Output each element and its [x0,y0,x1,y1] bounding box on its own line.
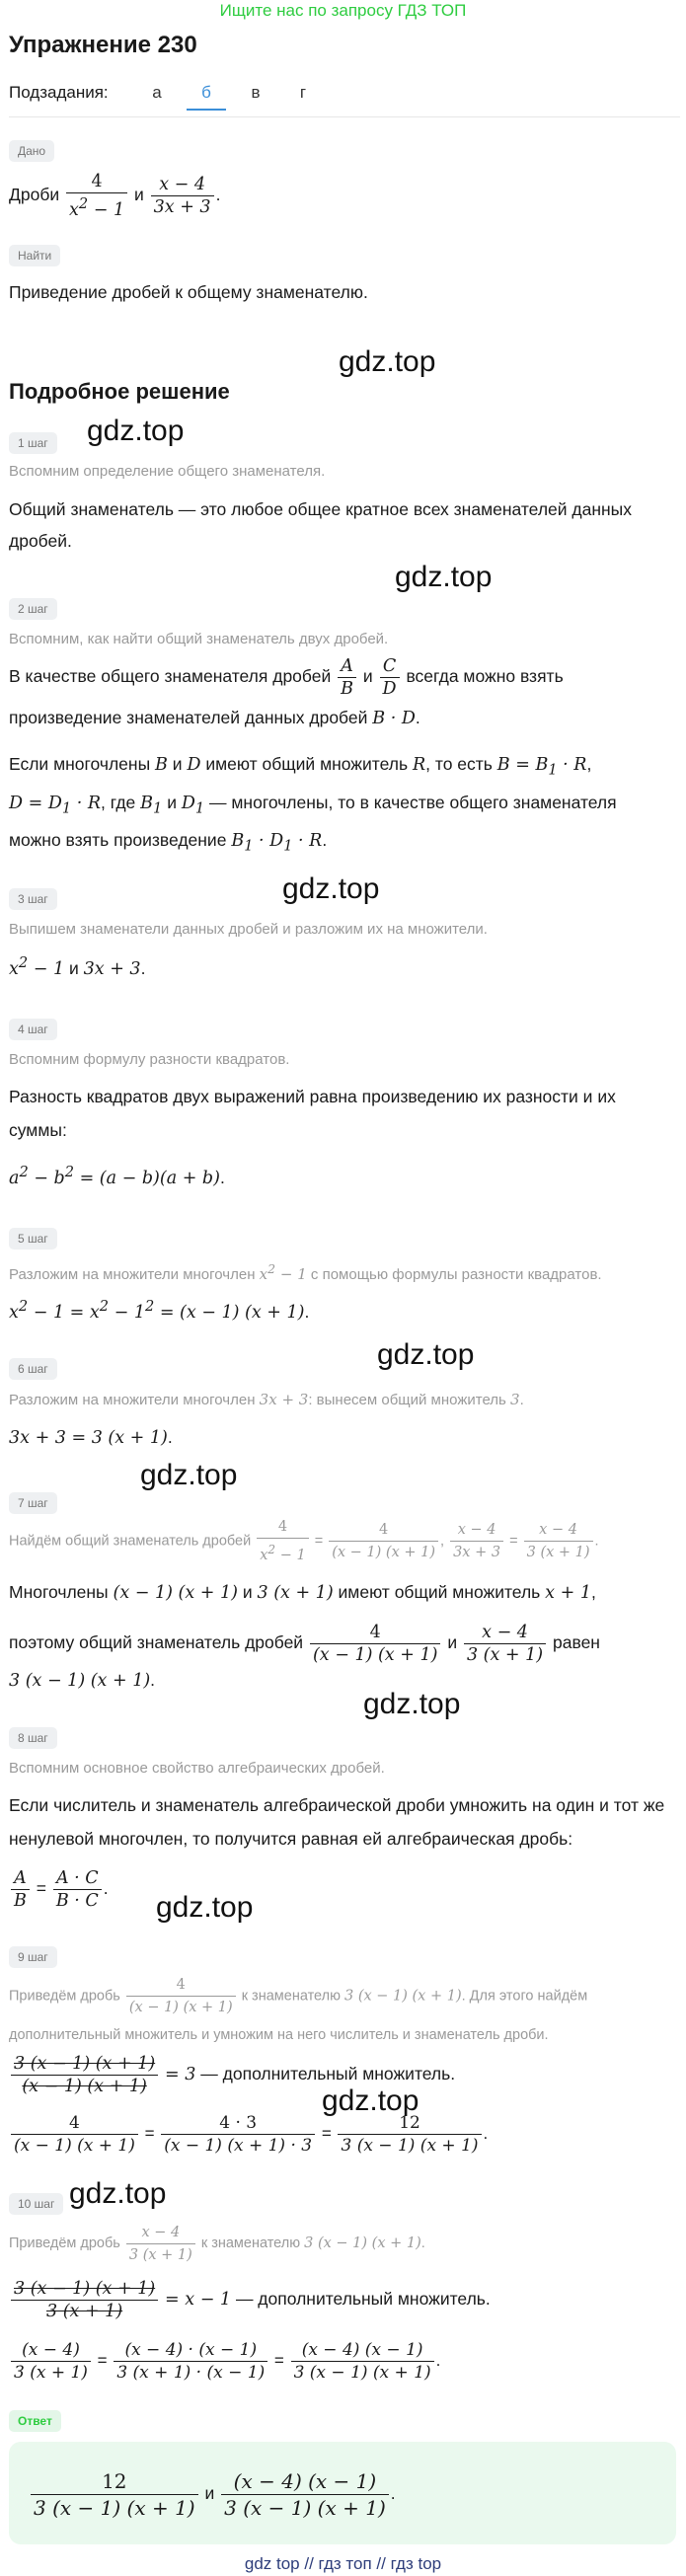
step-1-hint: Вспомним определение общего знаменателя. [9,463,326,480]
fraction: $\frac{(x - 4) (x - 1)}{3 (x - 1) (x + 1)}$ [221,2468,389,2521]
text-span: . Для этого найдём дополнительный множитель и умножим на него числитель и знаменатель дроби. [9,1988,588,2043]
fraction: $\frac{x - 4}{3 (x + 1)}$ [524,1519,593,1563]
fraction-a-over-b: $\frac{A}{B}$ [338,655,356,700]
math-b-d: B · D [372,709,416,728]
subtasks-row [9,83,680,114]
text-span: Разложим на множители многочлен [9,1266,256,1283]
text-span: имеют общий множитель [205,754,409,774]
text-span: : вынесем общий множитель [308,1392,506,1408]
step-4-tag: 4 шаг [9,1019,57,1040]
step-10-factor [9,2274,672,2324]
text-span: и [172,754,183,774]
math: $x^2 - 1 = x^2 - 1^2 = (x - 1) (x + 1)$ [9,1298,305,1323]
footer-link[interactable]: гдз top [390,2554,442,2573]
step-5-formula: $x^2 - 1 = x^2 - 1^2 = (x - 1) (x + 1)$. [9,1298,310,1323]
text-span: к знаменателю [200,2235,301,2251]
step-6-formula: 3x + 3 = 3 (x + 1). [9,1427,173,1448]
step-10-hint: Приведём дробь $\frac{x - 4}{3 (x + 1)}$ к знаменателю 3 (x − 1) (x + 1). [9,2221,672,2266]
step-5-tag: 5 шаг [9,1228,57,1250]
answer-content: $\frac{12}{3 (x - 1) (x + 1)}$ и $\frac{(x - 4) (x - 1)}{3 (x - 1) (x + 1)}$ . [29,2463,396,2523]
step-8-text: Если числитель и знаменатель алгебраической дроби умножить на один и тот же ненулевой многочлен, то получится равная ей алгебраическая дробь: [9,1795,665,1849]
watermark: gdz.top [140,1459,238,1491]
given-and: и [133,185,144,204]
page-title: Упражнение 230 [9,32,197,58]
watermark: gdz.top [363,1688,461,1720]
fraction: $\frac{4}{(x - 1) (x + 1)}$ [11,2112,138,2157]
text-span: с помощью формулы разности квадратов. [310,1266,602,1283]
step-8-formula: $\frac{A}{B}$ = $\frac{A \cdot C}{B \cdot C}$ . [9,1863,672,1913]
fraction: $\frac{4}{(x - 1) (x + 1)}$ [126,1974,236,2018]
fraction: $\frac{(x - 4) (x - 1)}{3 (x - 1) (x + 1)}$ [291,2339,434,2384]
watermark: gdz.top [322,2084,419,2117]
footer-links [0,2554,686,2574]
text-span: и [362,666,373,687]
step-9-hint [9,1974,672,2052]
step-7-result: 3 (x − 1) (x + 1). [9,1670,156,1691]
fraction-4-over-x2-1: $\frac{4}{x^2 - 1}$ [66,171,127,221]
math: $a^2 - b^2 = (a - b)(a + b)$ [9,1164,220,1188]
tab-g[interactable]: г [299,83,307,102]
subtasks-label: Подзадания: [9,83,109,102]
text-span: и [167,792,177,812]
tab-a[interactable]: а [152,83,162,102]
fraction: $\frac{A}{B}$ [11,1867,30,1912]
tabs-divider [9,116,680,117]
text-span: равен [553,1632,600,1652]
text-span: произведение знаменателей данных дробей [9,708,368,727]
math: 3x + 3 = 3 (x + 1) [9,1428,168,1448]
text-span: — дополнительный множитель. [200,2064,456,2084]
fraction: $\frac{x - 4}{3 (x + 1)}$ [126,2222,195,2266]
watermark: gdz.top [395,561,493,593]
search-banner[interactable]: Ищите нас по запросу ГДЗ ТОП [219,1,467,20]
math: R [412,755,426,775]
math: 3x + 3 [259,1391,309,1408]
watermark: gdz.top [282,872,380,905]
text-span: к знаменателю [241,1988,341,2005]
math: (x − 1) (x + 1) [113,1583,238,1603]
step-2-tag: 2 шаг [9,598,57,620]
fraction: $\frac{4}{(x - 1) (x + 1)}$ [329,1519,438,1563]
watermark: gdz.top [156,1891,254,1924]
find-text: Приведение дробей к общему знаменателю. [9,282,368,302]
text-span: и [447,1632,458,1652]
step-4-formula: $a^2 - b^2 = (a - b)(a + b)$. [9,1164,225,1188]
text-span: всегда можно взять [406,666,564,687]
text-span: Приведём дробь [9,1988,120,2005]
text-span: — дополнительный множитель. [235,2289,491,2309]
math: $D = D_1 \cdot R$ [9,793,102,816]
step-3-tag: 3 шаг [9,888,57,910]
step-7-para-2 [9,1617,672,1668]
step-9-tag: 9 шаг [9,1946,57,1968]
fraction-c-over-d: $\frac{C}{D}$ [380,655,400,700]
text-span: Приведём дробь [9,2235,120,2251]
step-10-formula: $\frac{(x - 4)}{3 (x + 1)}$ = $\frac{(x - 4) \cdot (x - 1)}{3 (x + 1) \cdot (x - 1)}$ = $\frac{(x - 4) (x - 1)}{3 (x - 1) (x + 1)}$ . [9,2333,672,2388]
step-1-text: Общий знаменатель — это любое общее кратное всех знаменателей данных дробей. [9,499,632,551]
step-7-tag: 7 шаг [9,1492,57,1514]
given-prefix: Дроби [9,185,60,204]
step-4-text: Разность квадратов двух выражений равна произведению их разности и их суммы: [9,1087,616,1140]
math: 3 (x − 1) (x + 1) [344,1988,462,2005]
fraction-cancelled: $\frac{3 (x - 1) (x + 1)}{(x - 1) (x + 1)}$ [11,2053,158,2097]
math: $B = B_1 \cdot R$ [496,755,587,779]
step-7-hint: Найдём общий знаменатель дробей $\frac{4}{x^2 - 1}$ = $\frac{4}{(x - 1) (x + 1)}$ , $\frac{x - 4}{3x + 3}$ = $\frac{x - 4}{3 (x + 1)}$ . [9,1516,672,1566]
math: $x^2 - 1$ [259,1261,307,1283]
watermark: gdz.top [339,345,436,378]
step-3-hint: Выпишем знаменатели данных дробей и разложим их на множители. [9,921,488,938]
step-6-tag: 6 шаг [9,1358,57,1380]
fraction: $\frac{x - 4}{3 (x + 1)}$ [464,1622,546,1666]
text-span: поэтому общий знаменатель дробей [9,1632,304,1652]
step-10-tag: 10 шаг [9,2193,63,2215]
math: D [187,755,201,775]
fraction: $\frac{x - 4}{3x + 3}$ [450,1519,503,1563]
step-4-hint: Вспомним формулу разности квадратов. [9,1051,290,1068]
step-5-hint [9,1253,672,1291]
footer-link[interactable]: gdz top [244,2554,300,2573]
math: x + 1 [545,1583,591,1603]
footer-link[interactable]: гдз топ [318,2554,372,2573]
watermark: gdz.top [377,1338,475,1371]
fraction: $\frac{4 \cdot 3}{(x - 1) (x + 1) \cdot 3}$ [161,2112,315,2157]
text-span: имеют общий множитель [338,1582,541,1602]
step-3-text: $x^2 - 1$ и 3x + 3. [9,954,146,979]
find-tag: Найти [9,245,60,266]
math: 3 [510,1391,520,1408]
step-1-tag: 1 шаг [9,432,57,454]
step-8-tag: 8 шаг [9,1727,57,1749]
text-span: и [242,1582,253,1602]
math: 3 (x − 1) (x + 1) [304,2235,421,2251]
solution-heading: Подробное решение [9,379,230,404]
math: B [155,755,168,775]
footer-sep: // [376,2554,386,2573]
step-2-para-2: Если многочлены B и D имеют общий множитель R, то есть $B = B_1 \cdot R$, $D = D_1 \cdot R$, где $B_1$ и $D_1$ — многочлены, то в качестве общего знаменателя можно взять произведение $B_1 \cdot D_1 \cdot R$. [9,754,617,855]
step-2-hint: Вспомним, как найти общий знаменатель двух дробей. [9,631,389,647]
given-text: Дроби $\frac{4}{x^2 - 1}$ и $\frac{x - 4}{3x + 3}$ . [9,171,221,220]
given-tag: Дано [9,140,54,162]
answer-tag: Ответ [9,2410,61,2432]
step-6-hint: Разложим на множители многочлен 3x + 3: вынесем общий множитель 3. [9,1391,524,1408]
tab-b[interactable]: б [187,83,226,111]
step-9-formula: $\frac{4}{(x - 1) (x + 1)}$ = $\frac{4 \cdot 3}{(x - 1) (x + 1) \cdot 3}$ = $\frac{12}{3 (x - 1) (x + 1)}$ . [9,2106,672,2161]
fraction: $\frac{A \cdot C}{B \cdot C}$ [53,1867,102,1912]
fraction-cancelled: $\frac{3 (x - 1) (x + 1)}{3 (x + 1)}$ [11,2278,158,2322]
math: 3 (x + 1) [257,1583,334,1603]
answer-box [9,2442,676,2544]
math: = 3 [165,2065,196,2084]
fraction: $\frac{4}{(x - 1) (x + 1)}$ [310,1622,440,1666]
fraction: $\frac{(x - 4) \cdot (x - 1)}{3 (x + 1) \cdot (x - 1)}$ [114,2339,267,2384]
text-span: В качестве общего знаменателя дробей [9,666,332,687]
fraction: $\frac{12}{3 (x - 1) (x + 1)}$ [338,2112,481,2157]
step-8-hint: Вспомним основное свойство алгебраических дробей. [9,1760,385,1777]
fraction: $\frac{12}{3 (x - 1) (x + 1)}$ [31,2468,198,2521]
watermark: gdz.top [87,415,185,447]
text-span: Многочлены [9,1582,109,1602]
watermark: gdz.top [69,2177,167,2210]
step-2-para-1: В качестве общего знаменателя дробей $\frac{A}{B}$ и $\frac{C}{D}$ всегда можно взять произведение знаменателей данных дробей B · D. [9,656,564,728]
text-span: , то есть [425,754,493,774]
text-span: , где [101,792,136,812]
footer-sep: // [304,2554,314,2573]
math: 3x + 3 [83,958,141,979]
tab-v[interactable]: в [251,83,261,102]
fraction: $\frac{4}{x^2 - 1}$ [257,1516,308,1566]
text-span: можно взять произведение [9,830,227,850]
text-span: и [68,957,79,978]
math: $B_1$ [140,793,163,816]
text-span: — многочлены, то в качестве общего знаменателя [209,792,617,812]
text-span: Разложим на множители многочлен [9,1392,256,1408]
text-span: и [204,2483,215,2503]
math: $x^2 - 1$ [9,954,65,979]
math: 3 (x − 1) (x + 1) [9,1671,151,1691]
math: $B_1 \cdot D_1 \cdot R$ [231,831,323,855]
text-span: Найдём общий знаменатель дробей [9,1533,252,1550]
math: = x − 1 [165,2290,232,2310]
text-span: Если многочлены [9,754,151,774]
math: $D_1$ [181,793,205,816]
fraction: $\frac{(x - 4)}{3 (x + 1)}$ [11,2339,91,2384]
fraction-x-4-over-3x-3: $\frac{x - 4}{3x + 3}$ [151,174,214,218]
step-7-para: Многочлены (x − 1) (x + 1) и 3 (x + 1) имеют общий множитель x + 1, [9,1582,596,1603]
